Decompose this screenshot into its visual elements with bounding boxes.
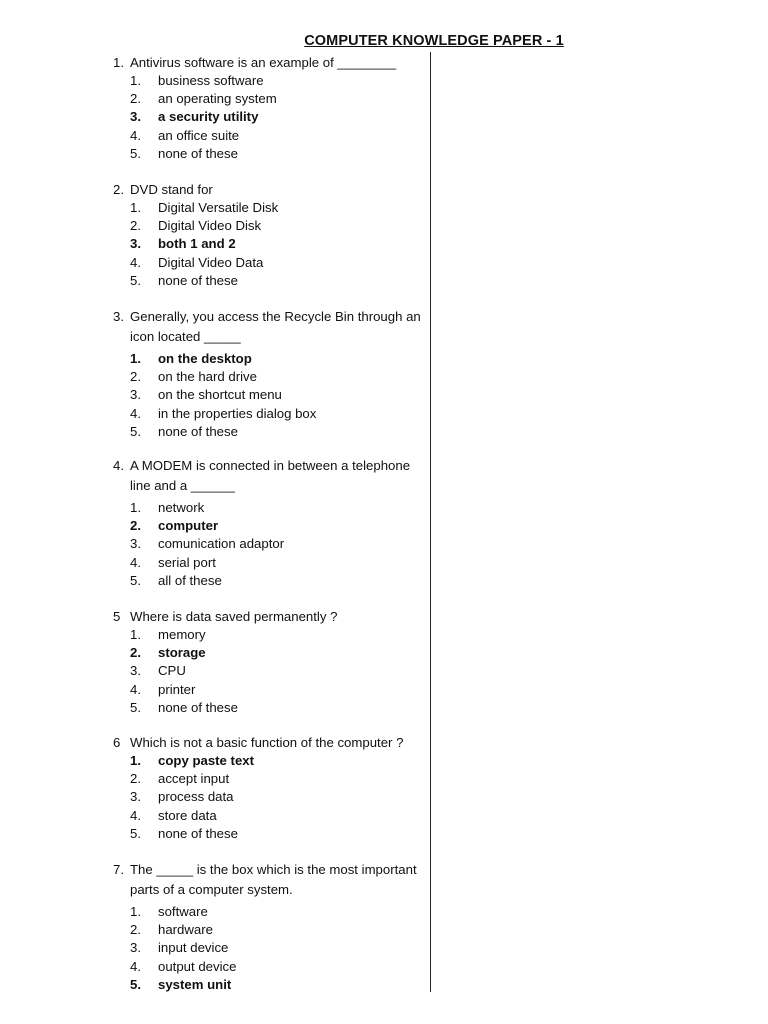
option-text: business software	[158, 73, 264, 88]
option-text: comunication adaptor	[158, 536, 285, 552]
option-text: store data	[158, 807, 217, 823]
option-text: all of these	[158, 572, 222, 588]
question-number: 1.	[113, 55, 124, 70]
option-number: 5.	[130, 976, 141, 992]
option-text: on the desktop	[158, 351, 252, 366]
option-number: 5.	[130, 145, 141, 161]
option-number: 3.	[130, 236, 141, 252]
option-text: Digital Video Disk	[158, 218, 262, 234]
option-number: 4.	[130, 405, 141, 421]
option-number: 5.	[130, 572, 141, 588]
option-text: process data	[158, 789, 234, 805]
question-number: 7.	[113, 862, 124, 877]
option-text: on the shortcut menu	[158, 387, 282, 403]
option-text: computer	[158, 518, 219, 534]
question-text: icon located _____	[130, 329, 241, 344]
option-text: a security utility	[158, 109, 259, 125]
option-text: network	[158, 500, 205, 515]
option-text: system unit	[158, 976, 232, 992]
page-title-text: COMPUTER KNOWLEDGE PAPER - 1	[304, 33, 564, 49]
question-number: 5	[113, 609, 121, 624]
column-divider	[430, 52, 431, 992]
option-number: 1.	[130, 500, 141, 515]
option-number: 1.	[130, 753, 141, 768]
option-text: in the properties dialog box	[158, 405, 317, 421]
option-text: Digital Versatile Disk	[158, 200, 279, 215]
option-text: printer	[158, 681, 196, 697]
option-number: 3.	[130, 940, 141, 956]
option-number: 1.	[130, 627, 141, 642]
option-text: none of these	[158, 145, 238, 161]
option-number: 4.	[130, 807, 141, 823]
option-text: copy paste text	[158, 753, 255, 768]
question-number: 4.	[113, 458, 124, 473]
option-number: 5.	[130, 825, 141, 841]
option-number: 3.	[130, 387, 141, 403]
option-text: software	[158, 904, 208, 919]
option-number: 4.	[130, 554, 141, 570]
option-number: 4.	[130, 681, 141, 697]
option-number: 5.	[130, 272, 141, 288]
option-text: none of these	[158, 825, 238, 841]
option-number: 2.	[130, 771, 141, 787]
option-number: 2.	[130, 645, 141, 661]
question-number: 2.	[113, 182, 124, 197]
page-title	[0, 33, 768, 49]
option-number: 2.	[130, 922, 141, 938]
question-text: DVD stand for	[130, 182, 213, 197]
option-text: output device	[158, 958, 237, 974]
option-text: memory	[158, 627, 206, 642]
option-text: input device	[158, 940, 229, 956]
option-text: an office suite	[158, 127, 240, 143]
option-number: 4.	[130, 127, 141, 143]
option-number: 3.	[130, 536, 141, 552]
question-text: Which is not a basic function of the computer ?	[130, 735, 404, 750]
question-text: line and a ______	[130, 478, 235, 493]
option-number: 2.	[130, 369, 141, 385]
option-number: 2.	[130, 91, 141, 107]
option-number: 1.	[130, 351, 141, 366]
question-text: Where is data saved permanently ?	[130, 609, 338, 624]
option-number: 3.	[130, 109, 141, 125]
option-number: 1.	[130, 200, 141, 215]
option-number: 5.	[130, 699, 141, 715]
option-text: hardware	[158, 922, 213, 938]
option-text: none of these	[158, 699, 238, 715]
question-text: The _____ is the box which is the most important	[130, 862, 417, 877]
option-number: 3.	[130, 663, 141, 679]
option-text: CPU	[158, 663, 186, 679]
option-text: none of these	[158, 272, 238, 288]
option-number: 1.	[130, 904, 141, 919]
option-text: none of these	[158, 423, 238, 439]
option-number: 3.	[130, 789, 141, 805]
option-number: 4.	[130, 958, 141, 974]
question-text: parts of a computer system.	[130, 882, 293, 897]
option-text: Digital Video Data	[158, 254, 264, 270]
option-number: 2.	[130, 218, 141, 234]
option-number: 5.	[130, 423, 141, 439]
question-text: A MODEM is connected in between a telephone	[130, 458, 411, 473]
option-text: storage	[158, 645, 206, 661]
option-text: serial port	[158, 554, 216, 570]
question-text: Antivirus software is an example of ________	[130, 55, 397, 70]
option-number: 1.	[130, 73, 141, 88]
option-number: 4.	[130, 254, 141, 270]
question-number: 6	[113, 735, 121, 750]
option-text: an operating system	[158, 91, 277, 107]
question-number: 3.	[113, 309, 124, 324]
question-text: Generally, you access the Recycle Bin through an	[130, 309, 421, 324]
option-text: accept input	[158, 771, 230, 787]
option-text: on the hard drive	[158, 369, 257, 385]
option-text: both 1 and 2	[158, 236, 236, 252]
option-number: 2.	[130, 518, 141, 534]
